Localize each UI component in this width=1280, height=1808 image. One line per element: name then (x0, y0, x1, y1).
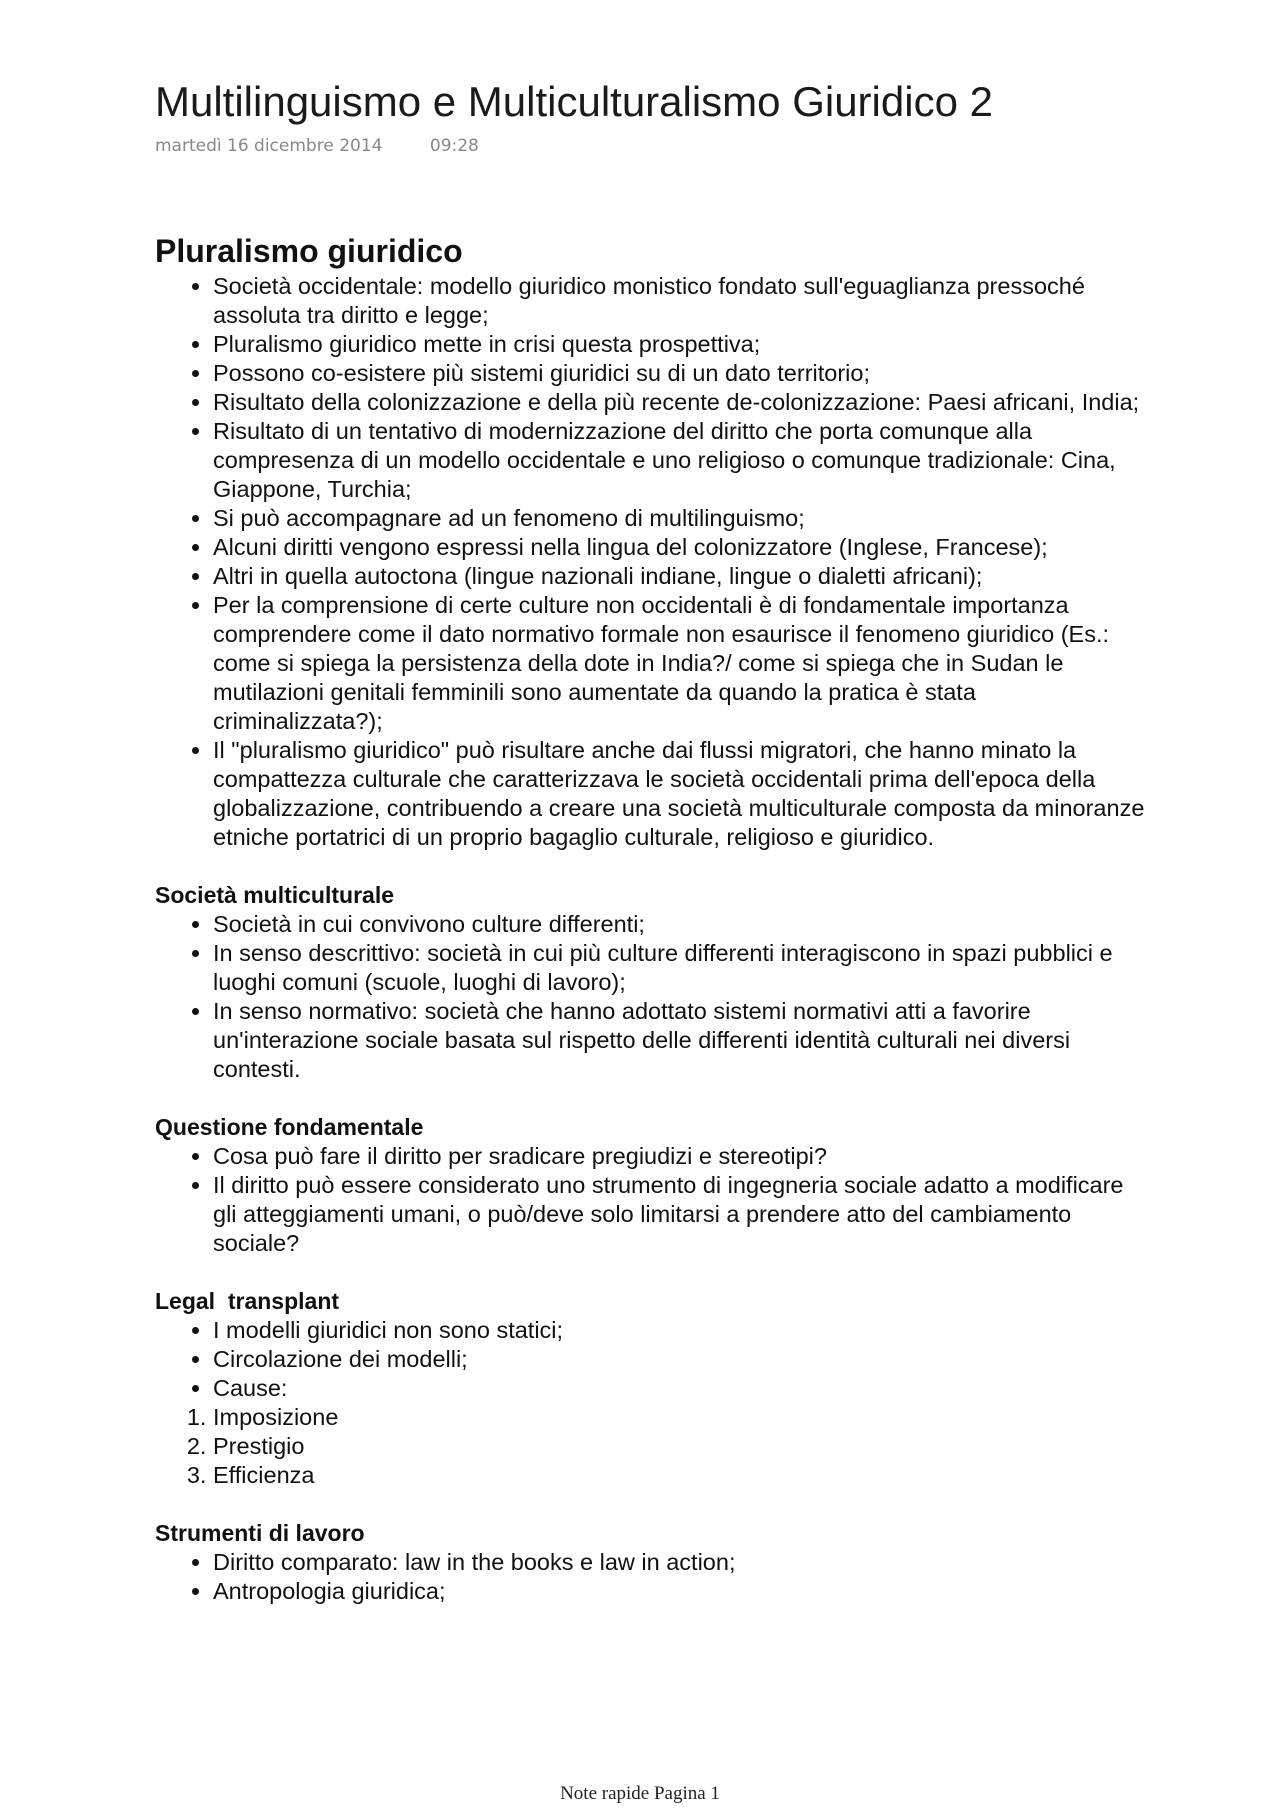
section-heading-strumenti: Strumenti di lavoro (155, 1520, 365, 1546)
section-heading-pluralismo: Pluralismo giuridico (155, 233, 463, 269)
note-body (155, 232, 1145, 1606)
list-item: • In senso descrittivo: società in cui più culture differenti interagiscono in spazi pubblici e luoghi comuni (scuole, luoghi di lavoro); (213, 939, 1145, 997)
page-footer: Note rapide Pagina 1 (560, 1783, 720, 1804)
questione-list (155, 1142, 1145, 1258)
list-item: • Diritto comparato: law in the books e law in action; (213, 1548, 1145, 1577)
list-item: • Si può accompagnare ad un fenomeno di multilinguismo; (213, 504, 1145, 533)
page-title: Multilinguismo e Multiculturalismo Giuridico 2 (155, 78, 993, 125)
list-item: • Pluralismo giuridico mette in crisi questa prospettiva; (213, 330, 1145, 359)
list-item: • Circolazione dei modelli; (213, 1345, 1145, 1374)
list-item: 1. Imposizione (213, 1403, 1145, 1432)
legal-transplant-list (155, 1316, 1145, 1403)
list-item: • Alcuni diritti vengono espressi nella lingua del colonizzatore (Inglese, Francese); (213, 533, 1145, 562)
list-item: • Società in cui convivono culture differenti; (213, 910, 1145, 939)
list-item: • I modelli giuridici non sono statici; (213, 1316, 1145, 1345)
list-item: • Società occidentale: modello giuridico monistico fondato sull'eguaglianza pressoché assoluta tra diritto e legge; (213, 272, 1145, 330)
list-item: • In senso normativo: società che hanno adottato sistemi normativi atti a favorire un'interazione sociale basata sul rispetto delle differenti identità culturali nei diversi contesti. (213, 997, 1145, 1084)
list-item: • Possono co-esistere più sistemi giuridici su di un dato territorio; (213, 359, 1145, 388)
section-heading-legal-transplant: Legal transplant (155, 1288, 340, 1314)
pluralismo-list (155, 272, 1145, 852)
section-heading-multiculturale: Società multiculturale (155, 882, 395, 908)
note-metadata (155, 136, 479, 156)
multiculturale-list (155, 910, 1145, 1084)
causes-list (155, 1403, 1145, 1490)
list-item: • Antropologia giuridica; (213, 1577, 1145, 1606)
list-item: • Cosa può fare il diritto per sradicare pregiudizi e stereotipi? (213, 1142, 1145, 1171)
list-item: • Altri in quella autoctona (lingue nazionali indiane, lingue o dialetti africani); (213, 562, 1145, 591)
list-item: 2. Prestigio (213, 1432, 1145, 1461)
note-date: martedì 16 dicembre 2014 (155, 136, 383, 156)
list-item: • Cause: (213, 1374, 1145, 1403)
list-item: • Risultato della colonizzazione e della più recente de-colonizzazione: Paesi africani, India; (213, 388, 1145, 417)
list-item: 3. Efficienza (213, 1461, 1145, 1490)
list-item: • Per la comprensione di certe culture non occidentali è di fondamentale importanza comprendere come il dato normativo formale non esaurisce il fenomeno giuridico (Es.: come si spiega la persistenza della dote in India?/ come si spiega che in Sudan le mutilazioni genitali femminili sono aumentate da quando la pratica è stata criminalizzata?); (213, 591, 1145, 736)
list-item: • Il "pluralismo giuridico" può risultare anche dai flussi migratori, che hanno minato la compattezza culturale che caratterizzava le società occidentali prima dell'epoca della globalizzazione, contribuendo a creare una società multiculturale composta da minoranze etniche portatrici di un proprio bagaglio culturale, religioso e giuridico. (213, 736, 1145, 852)
list-item: • Il diritto può essere considerato uno strumento di ingegneria sociale adatto a modificare gli atteggiamenti umani, o può/deve solo limitarsi a prendere atto del cambiamento sociale? (213, 1171, 1145, 1258)
list-item: • Risultato di un tentativo di modernizzazione del diritto che porta comunque alla compresenza di un modello occidentale e uno religioso o comunque tradizionale: Cina, Giappone, Turchia; (213, 417, 1145, 504)
strumenti-list (155, 1548, 1145, 1606)
note-time: 09:28 (429, 136, 479, 156)
section-heading-questione: Questione fondamentale (155, 1114, 424, 1140)
